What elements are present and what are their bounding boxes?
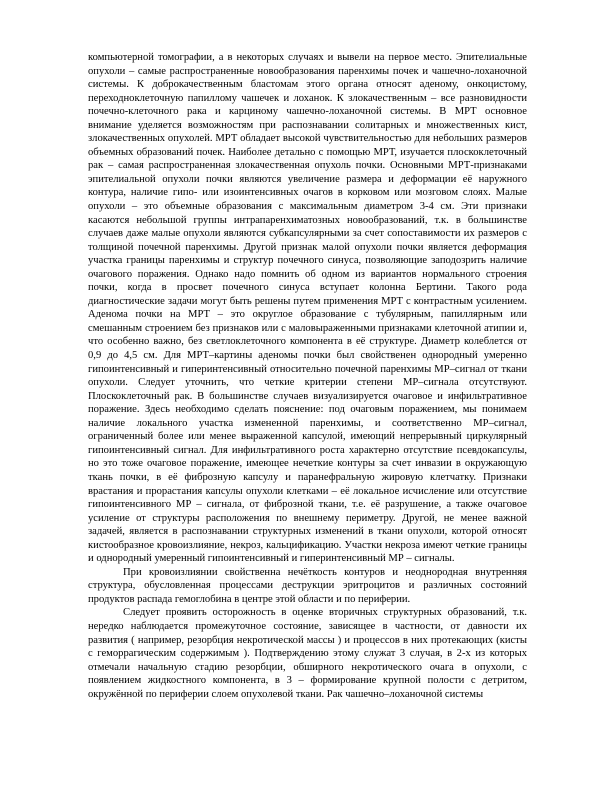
paragraph-epithelial-tumors: компьютерной томографии, а в некоторых случаях и вывели на первое место. Эпителиальные опухоли – самые распространенные новообразования паренхимы почек и чашечно-лоханочной системы. К доброкачественным бластомам этого органа относят аденому, онкоцистому, переходноклеточную папиллому чашечек и лоханок. К злокачественным – все разновидности почечно-клеточного рака и карциному чашечно-лоханочной системы. В МРТ основное внимание уделяется возможностям при распознавании солитарных и множественных кист, злокачественных опухолей. МРТ обладает высокой чувствительностью для небольших размеров объемных образований почек. Наиболее детально с помощью МРТ, изучается плоскоклеточный рак – самая распространенная злокачественная опухоль почки. Основными МРТ-признаками эпителиальной опухоли почки являются увеличение размера и деформации её наружного контура, наличие гипо- или изоинтенсивных очагов в корковом или мозговом слоях. Малые опухоли – это объемные образования с максимальным диаметром 3-4 см. Эти признаки касаются небольшой группы интрапаренхиматозных новообразований, т.к. в большинстве случаев даже малые опухоли являются субкапсулярными за счет сопоставимости их размеров с толщиной почечной паренхимы. Другой признак малой опухоли почки является деформация участка границы паренхимы и структур почечного синуса, позволяющие заподозрить наличие очагового поражения. Однако надо помнить об одном из вариантов нормального строения почки, когда в просвет почечного синуса вступает колонна Бертини. Такого рода диагностические задачи могут быть решены путем применения МРТ с контрастным усилением. Аденома почки на МРТ – это округлое образование с тубулярным, папиллярным или смешанным строением без признаков или с маловыраженными признаками клеточной атипии и, что особенно важно, без светлоклеточного компонента в её структуре. Диаметр колеблется от 0,9 до 4,5 см. Для МРТ–картины аденомы почки был свойственен однородный умеренно гипоинтенсивный и гиперинтенсивный относительно почечной паренхимы МР–сигнал от ткани опухоли. Следует уточнить, что четкие критерии степени МР–сигнала отсутствуют. Плоскоклеточный рак. В большинстве случаев визуализируется очаговое и инфильтративное поражение. Здесь необходимо сделать пояснение: под очаговым поражением, мы понимаем наличие локального участка измененной паренхимы, и соответственно МР–сигнал, ограниченный более или менее выраженной капсулой, имеющий непрерывный циркулярный гипоинтенсивный сигнал. Для инфильтративного роста характерно отсутствие псевдокапсулы, но это тоже очаговое поражение, имеющее нечеткие контуры за счет инвазии в окружающую ткань почки, в её фиброзную капсулу и паранефральную жировую клетчатку. Признаки врастания и прорастания капсулы опухоли клетками – её локальное исчисление или отсутствие гипоинтенсивного МР – сигнала, от фиброзной ткани, т.е. её разрушение, а также очаговое усиление от структуры расположения по внешнему периметру. Другой, не менее важной задачей, является в распознавании структурных изменений в ткани опухоли, которой относят кистообразное кровоизлияние, некроз, кальцификацию. Участки некроза имеют четкие границы и однородный умеренный гипоинтенсивный и гиперинтенсивный МР – сигналы. <box>88 52 527 565</box>
paragraph-hemorrhage: При кровоизлиянии свойственна нечёткость контуров и неоднородная внутренняя структура, обусловленная процессами деструкции эритроцитов и различных состояний продуктов распада гемоглобина в центре этой области и по периферии. <box>88 566 527 605</box>
paragraph-secondary-structures: Следует проявить осторожность в оценке вторичных структурных образований, т.к. нередко наблюдается промежуточное состояние, зависящее в частности, от давности их развития ( например, резорбция некротической массы ) и процессов в них протекающих (кисты с геморрагическим содержимым ). Подтверждению этому служат 3 случая, в 2-х из которых отмечали начальную стадию резорбции, обширного некротического очага в опухоли, с появлением жидкостного компонента, в 3 – формирование крупной полости с детритом, окружённой по периферии слоем опухолевой ткани. Рак чашечно–лоханочной системы <box>88 607 527 700</box>
